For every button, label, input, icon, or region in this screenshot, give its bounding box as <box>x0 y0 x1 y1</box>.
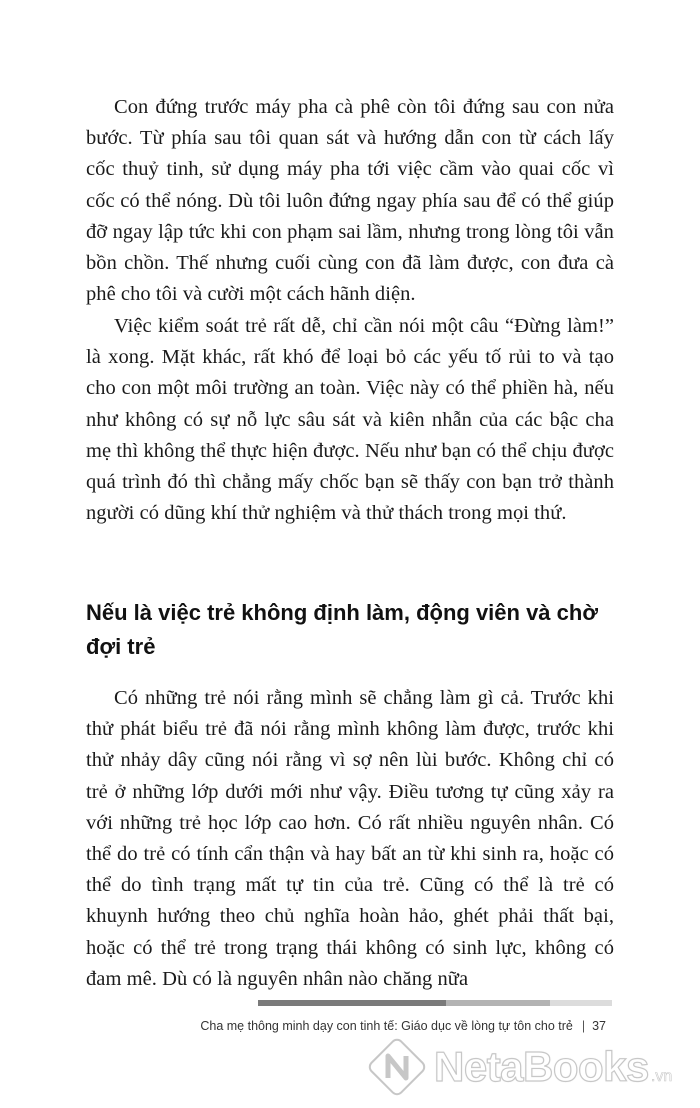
footer-separator: | <box>581 1019 586 1033</box>
running-footer <box>200 1019 606 1033</box>
netabooks-logo-icon <box>366 1036 428 1098</box>
page-number: 37 <box>592 1019 606 1033</box>
footer-book-title: Cha mẹ thông minh dạy con tinh tế: Giáo dục về lòng tự tôn cho trẻ <box>200 1019 573 1033</box>
watermark-tld: .vn <box>650 1068 673 1085</box>
footer-decorative-bars <box>258 1000 612 1006</box>
body-paragraph-3: Có những trẻ nói rằng mình sẽ chẳng làm gì cả. Trước khi thử phát biểu trẻ đã nói rằng mình không làm được, trước khi thử nhảy dây cũng nói rằng vì sợ nên lùi bước. Không chỉ có trẻ ở những lớp dưới mới như vậy. Điều tương tự cũng xảy ra với những trẻ học lớp cao hơn. Có rất nhiều nguyên nhân. Có thể do trẻ có tính cẩn thận và hay bất an từ khi sinh ra, hoặc có thể do tình trạng mất tự tin của trẻ. Cũng có thể là trẻ có khuynh hướng theo chủ nghĩa hoàn hảo, ghét phải thất bại, hoặc có thể trẻ trong trạng thái không có sinh lực, không có đam mê. Dù có là nguyên nhân nào chăng nữa <box>86 687 614 990</box>
body-paragraph-1: Con đứng trước máy pha cà phê còn tôi đứng sau con nửa bước. Từ phía sau tôi quan sát và hướng dẫn con từ cách lấy cốc thuỷ tinh, sử dụng máy pha tới việc cầm vào quai cốc vì cốc có thể nóng. Dù tôi luôn đứng ngay phía sau để có thể giúp đỡ ngay lập tức khi con phạm sai lầm, nhưng trong lòng tôi vẫn bồn chồn. Thế nhưng cuối cùng con đã làm được, con đưa cà phê cho tôi và cười một cách hãnh diện. <box>86 96 614 306</box>
footer-bar-light <box>550 1000 612 1006</box>
watermark-brand: NetaBooks <box>434 1043 649 1090</box>
body-paragraph-2: Việc kiểm soát trẻ rất dễ, chỉ cần nói một câu “Đừng làm!” là xong. Mặt khác, rất khó để loại bỏ các yếu tố rủi to và tạo cho con một môi trường an toàn. Việc này có thể phiền hà, nếu như không có sự nỗ lực sâu sát và kiên nhẫn của các bậc cha mẹ thì không thể thực hiện được. Nếu như bạn có thể chịu được quá trình đó thì chẳng mấy chốc bạn sẽ thấy con bạn trở thành người có dũng khí thử nghiệm và thử thách trong mọi thứ. <box>86 315 614 525</box>
footer-bar-medium <box>446 1000 550 1006</box>
publisher-watermark <box>366 1036 696 1098</box>
footer-bar-dark <box>258 1000 446 1006</box>
section-heading: Nếu là việc trẻ không định làm, động viên và chờ đợi trẻ <box>86 600 598 659</box>
